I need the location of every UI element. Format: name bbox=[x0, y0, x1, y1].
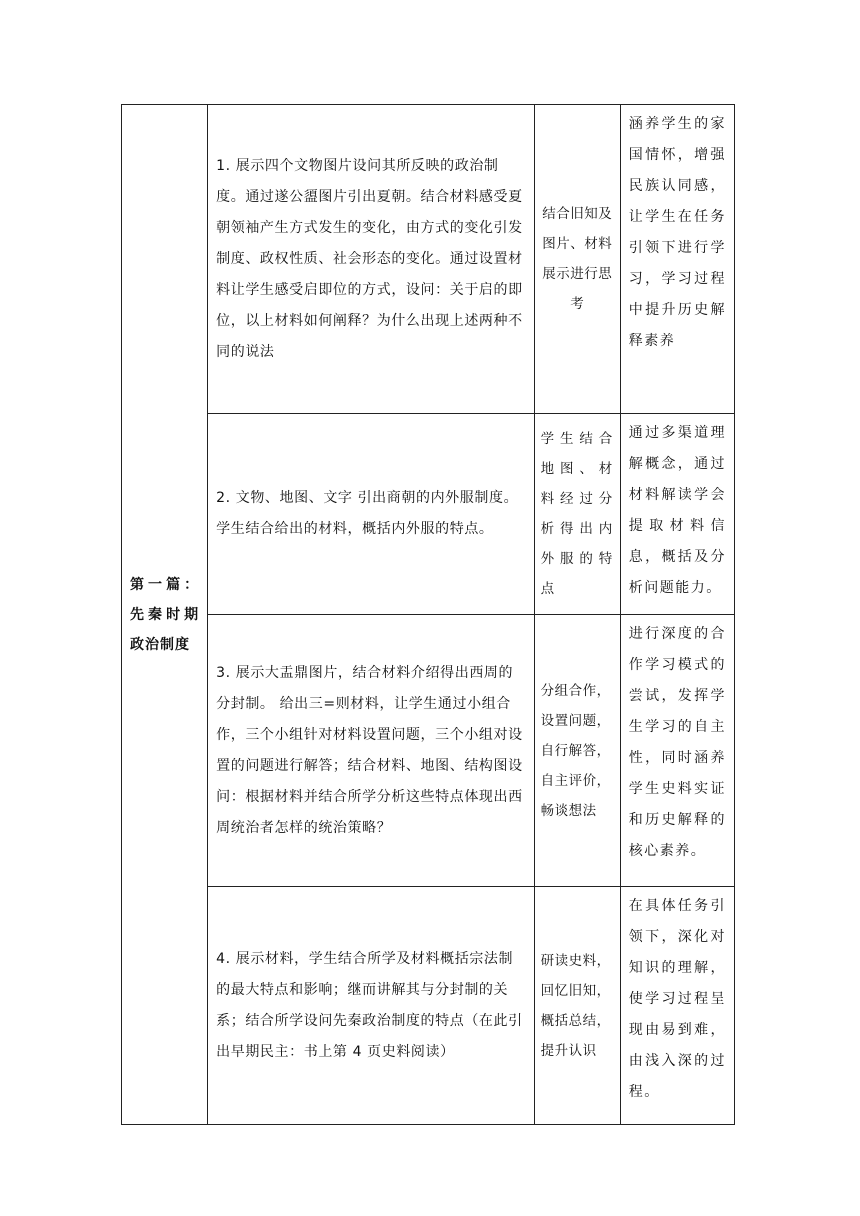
table-row bbox=[122, 414, 735, 615]
learning-method: 学生结合地图、材料经过分析得出内外服的特点 bbox=[534, 414, 620, 615]
activity-content: 4. 展示材料，学生结合所学及材料概括宗法制的最大特点和影响；继而讲解其与分封制的关系；结合所学设问先秦政治制度的特点（在此引出早期民主：书上第 4 页史料阅读） bbox=[208, 887, 535, 1125]
design-intent: 进行深度的合作学习模式的尝试，发挥学生学习的自主性，同时涵养学生史料实证和历史解释的核心素养。 bbox=[620, 615, 734, 887]
design-intent: 在具体任务引领下，深化对知识的理解，使学习过程呈现由易到难，由浅入深的过程。 bbox=[620, 887, 734, 1125]
table-row bbox=[122, 105, 735, 414]
learning-method: 结合旧知及图片、材料展示进行思考 bbox=[534, 105, 620, 414]
design-intent: 通过多渠道理解概念，通过材料解读学会提取材料信息，概括及分析问题能力。 bbox=[620, 414, 734, 615]
design-intent: 涵养学生的家国情怀，增强民族认同感，让学生在任务引领下进行学习，学习过程中提升历史解释素养 bbox=[620, 105, 734, 414]
activity-content: 3. 展示大盂鼎图片，结合材料介绍得出西周的分封制。 给出三=则材料，让学生通过小组合作，三个小组针对材料设置问题，三个小组对设置的问题进行解答；结合材料、地图、结构图设问：根据材料并结合所学分析这些特点体现出西周统治者怎样的统治策略？ bbox=[208, 615, 535, 887]
table-row bbox=[122, 615, 735, 887]
learning-method: 分组合作，设置问题，自行解答，自主评价，畅谈想法 bbox=[534, 615, 620, 887]
lesson-plan-table bbox=[121, 104, 735, 1125]
activity-content: 2. 文物、地图、文字 引出商朝的内外服制度。学生结合给出的材料，概括内外服的特点。 bbox=[208, 414, 535, 615]
section-title: 第一篇：先秦时期政治制度 bbox=[122, 105, 208, 1125]
table-row bbox=[122, 887, 735, 1125]
activity-content: 1. 展示四个文物图片设问其所反映的政治制度。通过遂公盨图片引出夏朝。结合材料感受夏朝领袖产生方式发生的变化，由方式的变化引发制度、政权性质、社会形态的变化。通过设置材料让学生感受启即位的方式，设问：关于启的即位，以上材料如何阐释？为什么出现上述两种不同的说法 bbox=[208, 105, 535, 414]
learning-method: 研读史料，回忆旧知，概括总结，提升认识 bbox=[534, 887, 620, 1125]
